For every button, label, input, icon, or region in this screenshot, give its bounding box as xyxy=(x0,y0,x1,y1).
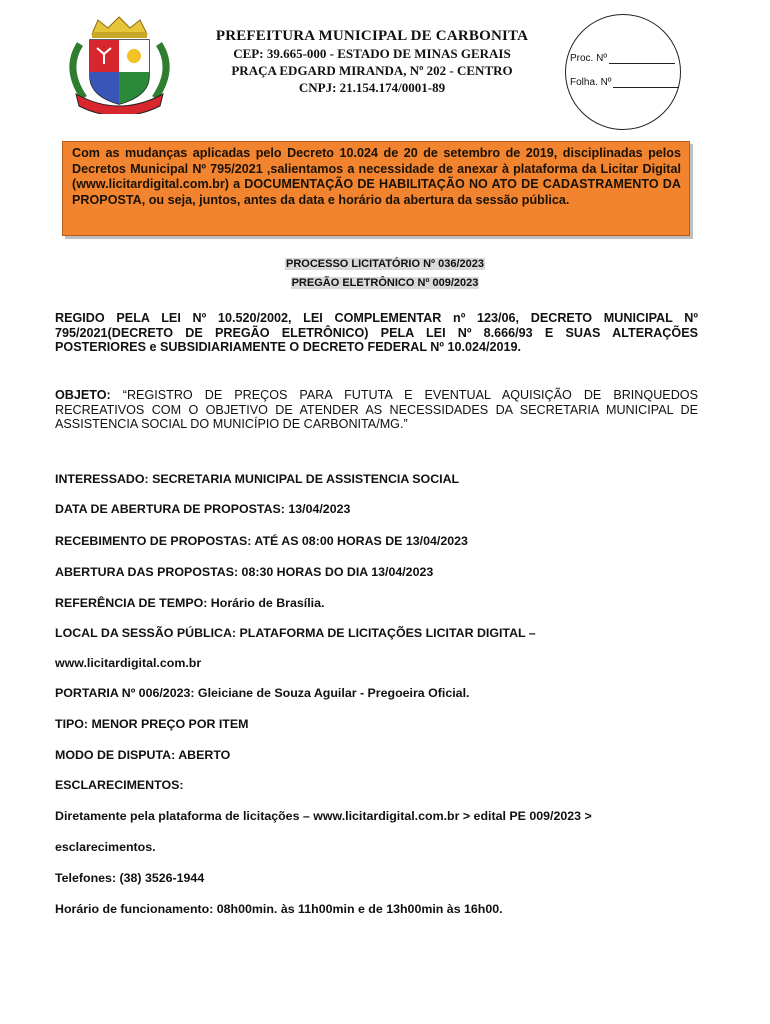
info-line: Telefones: (38) 3526-1944 xyxy=(55,871,205,885)
stamp-proc: Proc. Nº xyxy=(570,53,675,64)
municipality-title: PREFEITURA MUNICIPAL DE CARBONITA xyxy=(215,28,529,44)
notice-box: Com as mudanças aplicadas pelo Decreto 10.024 de 20 de setembro de 2019, disciplinadas pelos Decretos Municipal Nº 795/2021 ,salientamos a necessidade de anexar à plataforma da Licitar Digital (www.licitardigital.com.br) a DOCUMENTAÇÃO DE HABILITAÇÃO NO ATO DE CADASTRAMENTO DA PROPOSTA, ou seja, juntos, antes da data e horário da abertura da sessão pública. xyxy=(62,141,690,236)
info-line: Horário de funcionamento: 08h00min. às 11h00min e de 13h00min às 16h00. xyxy=(55,902,503,916)
letterhead xyxy=(62,14,702,124)
process-number: PROCESSO LICITATÓRIO Nº 036/2023 xyxy=(286,258,484,270)
objeto-label: OBJETO: xyxy=(55,388,111,402)
info-line: TIPO: MENOR PREÇO POR ITEM xyxy=(55,717,249,731)
info-line: MODO DE DISPUTA: ABERTO xyxy=(55,748,231,762)
legal-basis: REGIDO PELA LEI Nº 10.520/2002, LEI COMPLEMENTAR nº 123/06, DECRETO MUNICIPAL Nº 795/2021(DECRETO DE PREGÃO ELETRÔNICO) PELA LEI Nº 8.666/93 E SUAS ALTERAÇÕES POSTERIORES e SUBSIDIARIAMENTE O DECRETO FEDERAL Nº 10.024/2019. xyxy=(55,311,698,355)
info-line: PORTARIA Nº 006/2023: Gleiciane de Souza Aguilar - Pregoeira Oficial. xyxy=(55,686,470,700)
info-line: RECEBIMENTO DE PROPOSTAS: ATÉ AS 08:00 HORAS DE 13/04/2023 xyxy=(55,534,468,548)
info-line: esclarecimentos. xyxy=(55,840,156,854)
stamp-folha: Folha. Nº xyxy=(570,77,679,88)
letterhead-text xyxy=(192,28,552,96)
info-line: DATA DE ABERTURA DE PROPOSTAS: 13/04/2023 xyxy=(55,502,351,516)
protocol-stamp xyxy=(565,14,681,130)
info-line: REFERÊNCIA DE TEMPO: Horário de Brasília. xyxy=(55,596,325,610)
pregao-number: PREGÃO ELETRÔNICO Nº 009/2023 xyxy=(291,277,479,289)
info-line: LOCAL DA SESSÃO PÚBLICA: PLATAFORMA DE LICITAÇÕES LICITAR DIGITAL – xyxy=(55,626,536,640)
address-line: PRAÇA EDGARD MIRANDA, Nº 202 - CENTRO xyxy=(231,63,513,78)
postal-code-line: CEP: 39.665-000 - ESTADO DE MINAS GERAIS xyxy=(233,46,511,61)
info-line: Diretamente pela plataforma de licitações – www.licitardigital.com.br > edital PE 009/2023 > xyxy=(55,809,592,823)
info-line: ESCLARECIMENTOS: xyxy=(55,778,184,792)
objeto-paragraph xyxy=(55,388,698,432)
municipal-crest-icon xyxy=(62,14,177,114)
info-line: www.licitardigital.com.br xyxy=(55,656,202,670)
info-line: INTERESSADO: SECRETARIA MUNICIPAL DE ASSISTENCIA SOCIAL xyxy=(55,472,460,486)
info-line: ABERTURA DAS PROPOSTAS: 08:30 HORAS DO DIA 13/04/2023 xyxy=(55,565,434,579)
cnpj-line: CNPJ: 21.154.174/0001-89 xyxy=(298,80,446,95)
objeto-text: “REGISTRO DE PREÇOS PARA FUTUTA E EVENTUAL AQUISIÇÃO DE BRINQUEDOS RECREATIVOS COM O OBJETIVO DE ATENDER AS NECESSIDADES DA SECRETARIA MUNICIPAL DE ASSISTENCIA SOCIAL DO MUNICÍPIO DE CARBONITA/MG.” xyxy=(55,388,698,432)
